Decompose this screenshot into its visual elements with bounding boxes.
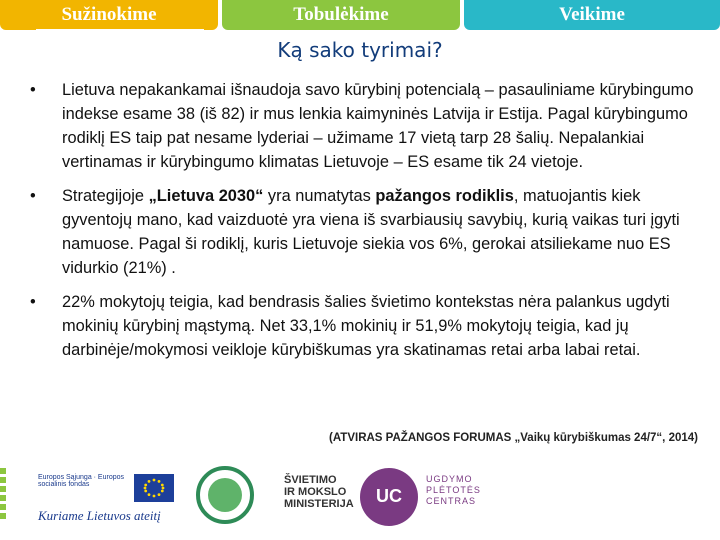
progress-indicator-term: pažangos rodiklis [375, 187, 514, 205]
tab-veikime-label: Veikime [559, 4, 625, 25]
upc-name: UGDYMO PLĖTOTĖS CENTRAS [426, 474, 481, 506]
bullet-dot: • [30, 293, 36, 311]
bullet-text-3: 22% mokytojų teigia, kad bendrasis šalies švietimo kontekstas nėra palankus ugdyti mokinių kūrybinį mąstymą. Net 33,1% mokinių ir 51,9% mokytojų teigia, kad jų darbinėje/mokymosi veikloje kūrybiškumas yra skatinamas retai arba labai retai. [62, 293, 670, 359]
bullet-text-1: Lietuva nepakankamai išnaudoja savo kūrybinį potencialą – pasauliniame kūrybingumo indekse esame 38 (iš 82) ir mus lenkia kaimyninės Latvija ir Estija. Pagal kūrybingumo rodiklį ES taip pat nesame lyderiai – užimame 17 vietą tarp 28 šalių. Nepalankiai vertinamas ir kūrybingumo klimatas Lietuvoje – ES esame tik 24 vietoje. [62, 81, 694, 171]
bullet-dot: • [30, 81, 36, 99]
eu-slogan: Kuriame Lietuvos ateitį [38, 508, 161, 523]
active-tab-underline [36, 29, 204, 31]
strategy-name: „Lietuva 2030“ [148, 187, 264, 205]
ministry-emblem-inner [208, 478, 242, 512]
bullet-list [30, 78, 710, 372]
tab-veikime[interactable] [464, 0, 720, 30]
bullet-text-2: Strategijoje „Lietuva 2030“ yra numatytas pažangos rodiklis, matuojantis kiek gyventojų mano, kad vaizduotė yra viena iš svarbiausių savybių, kurią vaikas turi įgyti namuose. Pagal ši rodiklį, kuris Lietuvoje siekia vos 6%, gerokai atsiliekame nuo ES vidurkio (21%) . [62, 187, 680, 277]
decorative-green-squares [0, 468, 18, 528]
slide-title: Ką sako tyrimai? [277, 38, 443, 62]
ministry-name: ŠVIETIMO IR MOKSLO MINISTERIJA [284, 474, 354, 510]
eu-flag-icon [134, 474, 174, 502]
education-development-centre-logo [360, 468, 480, 530]
eu-funds-logo [38, 470, 178, 528]
upc-monogram: UC [376, 486, 402, 506]
bullet-item-3 [30, 290, 710, 362]
ministry-logo [196, 466, 356, 528]
tab-tobulekime[interactable] [222, 0, 460, 30]
tab-suzinokime[interactable] [0, 0, 218, 30]
eu-funds-caption: Europos Sąjunga · Europos socialinis fondas [38, 474, 124, 488]
bullet-dot: • [30, 187, 36, 205]
tab-tobulekime-label: Tobulėkime [293, 4, 389, 25]
bullet-item-1 [30, 78, 710, 174]
tab-suzinokime-label: Sužinokime [61, 4, 157, 25]
section-tabs [0, 0, 720, 30]
source-citation: (ATVIRAS PAŽANGOS FORUMAS „Vaikų kūrybiškumas 24/7“, 2014) [329, 432, 698, 444]
bullet-item-2 [30, 184, 710, 280]
